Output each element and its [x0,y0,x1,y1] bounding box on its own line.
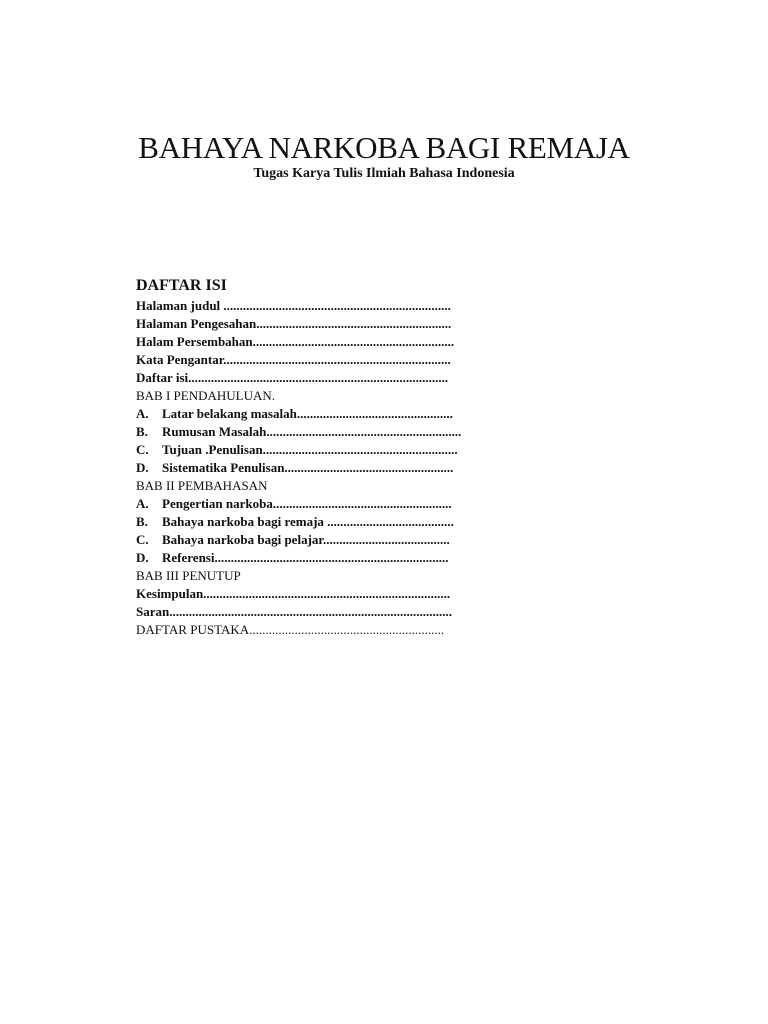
toc-entry [136,621,536,639]
document-title: BAHAYA NARKOBA BAGI REMAJA [138,130,630,165]
toc-entry-marker: C. [136,532,149,547]
toc-entry-text: Kesimpulan............................................................................ [136,586,451,601]
toc-entry-text: Rumusan Masalah............................................................ [162,424,462,439]
toc-entry-marker: A. [136,406,149,421]
document-subtitle: Tugas Karya Tulis Ilmiah Bahasa Indonesia [253,166,515,181]
toc-entry-text: Referensi........................................................................ [162,550,449,565]
toc-entry [136,459,536,477]
toc-chapter-text: BAB III PENUTUP [136,568,241,583]
toc-entry-marker: D. [136,460,149,475]
toc-entry [136,495,536,513]
toc-entry [136,333,536,351]
toc-chapter-text: BAB II PEMBAHASAN [136,478,268,493]
toc-entry [136,441,536,459]
toc-entry-text: Kata Pengantar...................................................................... [136,352,451,367]
toc-entry-marker: C. [136,442,149,457]
toc-entry [136,315,536,333]
toc-chapter [136,567,536,585]
toc-entry-text: Latar belakang masalah................................................ [162,406,453,421]
toc-entry-text: Bahaya narkoba bagi remaja ....................................... [162,514,454,529]
toc-entry [136,369,536,387]
toc-chapter [136,477,536,495]
toc-entry-text: Sistematika Penulisan.................................................... [162,460,454,475]
toc-entry-text: Bahaya narkoba bagi pelajar....................................... [162,532,450,547]
toc-heading: DAFTAR ISI [136,277,227,294]
toc-entry [136,549,536,567]
toc-entry-text: Tujuan .Penulisan............................................................ [162,442,458,457]
toc-entry-marker: B. [136,514,148,529]
toc-entry-marker: B. [136,424,148,439]
toc-chapter [136,387,536,405]
toc-entry [136,603,536,621]
toc-entry [136,423,536,441]
toc-chapter-text: BAB I PENDAHULUAN. [136,388,276,403]
toc-entry-text: Halam Persembahan.............................................................. [136,334,455,349]
toc-entry-text: Halaman Pengesahan............................................................ [136,316,452,331]
toc-entry-text: DAFTAR PUSTAKA............................................................ [136,622,445,637]
toc-entry-text: Pengertian narkoba....................................................... [162,496,452,511]
toc-entry-marker: A. [136,496,149,511]
toc-entry [136,585,536,603]
toc-entry-text: Saran....................................................................................... [136,604,452,619]
toc-entry [136,351,536,369]
toc-entry-marker: D. [136,550,149,565]
toc-entry-text: Halaman judul ...................................................................... [136,298,451,313]
toc-list [136,297,536,639]
toc-entry [136,405,536,423]
toc-entry [136,297,536,315]
toc-entry [136,513,536,531]
toc-entry-text: Daftar isi................................................................................ [136,370,449,385]
toc-entry [136,531,536,549]
table-of-contents [136,275,536,639]
